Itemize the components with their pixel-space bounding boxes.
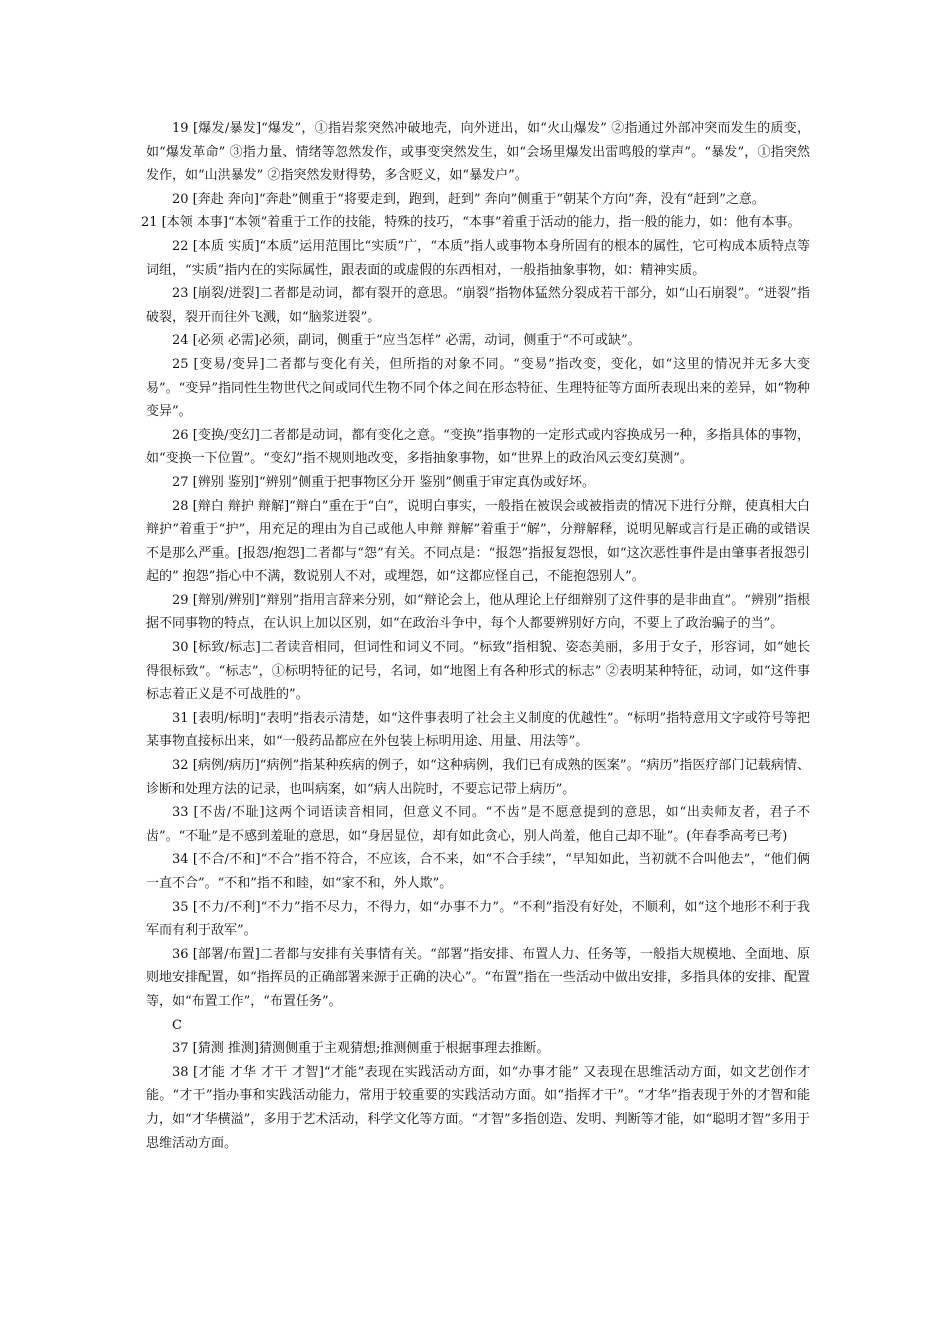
entry-29-paragraph: 29 [辩别/辨别]“辩别”指用言辞来分别，如“辩论会上，他从理论上仔细辩别了这件事的是非曲直”。“辨别”指根据不同事物的特点，在认识上加以区别，如“在政治斗争中，每个人都要辨别好方向，不要上了政治骗子的当”。 — [146, 592, 810, 632]
entry-27-paragraph: 27 [辨别 鉴别]“辨别”侧重于把事物区分开 鉴别”侧重于审定真伪或好坏。 — [172, 474, 596, 490]
entry-22-paragraph: 22 [本质 实质]“本质”运用范围比“实质”广，“本质”指人或事物本身所固有的根本的属性，它可构成本质特点等词组，“实质”指内在的实际属性，跟表面的或虚假的东西相对，一般指抽象事物，如：精神实质。 — [146, 238, 810, 278]
entry-28-paragraph: 28 [辩白 辩护 辩解]“辩白”重在于“白”，说明白事实，一般指在被误会或被指责的情况下进行分辩，使真相大白 辩护”着重于“护”，用充足的理由为自己或他人申辩 辩解”着重于“解”，分辩解释，说明见解或言行是正确的或错误不是那么严重。[报怨/抱怨]二者都与“怨”有关。不同点是：“报怨”指报复怨恨，如“这次恶性事件是由肇事者报怨引起的” 抱怨”指心中不满，数说别人不对，或埋怨，如“这都应怪自己，不能抱怨别人”。 — [146, 498, 810, 585]
entry-19-paragraph: 19 [爆发/暴发]“爆发”，①指岩浆突然冲破地壳，向外迸出，如“火山爆发” ②指通过外部冲突而发生的质变，如“爆发革命” ③指力量、情绪等忽然发作，或事变突然发生，如“会场里爆发出雷鸣般的掌声”。“暴发”，①指突然发作，如“山洪暴发” ②指突然发财得势，多含贬义，如“暴发户”。 — [146, 121, 810, 184]
entry-23-paragraph: 23 [崩裂/迸裂]二者都是动词，都有裂开的意思。“崩裂”指物体猛然分裂成若干部分，如“山石崩裂”。“迸裂”指破裂，裂开而往外飞溅，如“脑浆迸裂”。 — [146, 286, 810, 325]
entry-30-paragraph: 30 [标致/标志]二者读音相同，但词性和词义不同。“标致”指相貌、姿态美丽，多用于女子，形容词，如“她长得很标致”。“标志”，①标明特征的记号，名词，如“地图上有各种形式的标志” ②表明某种特征，动词，如“这件事标志着正义是不可战胜的”。 — [146, 640, 810, 703]
entry-38-paragraph: 38 [才能 才华 才干 才智]“才能”表现在实践活动方面，如“办事才能” 又表现在思维活动方面，如文艺创作才能。“才干”指办事和实践活动能力，常用于较重要的实践活动方面。如“指挥才干”。“才华”指表现于外的才智和能力，如“才华横溢”，多用于艺术活动，科学文化等方面。“才智”多指创造、发明、判断等才能，如“聪明才智”多用于思维活动方面。 — [146, 1064, 810, 1151]
entry-31-paragraph: 31 [表明/标明]“表明”指表示清楚，如“这件事表明了社会主义制度的优越性”。“标明”指特意用文字或符号等把某事物直接标出来，如“一般药品都应在外包装上标明用途、用量、用法等”。 — [146, 710, 810, 750]
entry-32-paragraph: 32 [病例/病历]“病例”指某种疾病的例子，如“这种病例，我们已有成熟的医案”。“病历”指医疗部门记载病情、诊断和处理方法的记录，也叫病案，如“病人出院时，不要忘记带上病历”。 — [146, 758, 810, 797]
document-body — [141, 117, 810, 1155]
entry-35-paragraph: 35 [不力/不利]“不力”指不尽力，不得力，如“办事不力”。“不利”指没有好处，不顺利，如“这个地形不利于我军而有利于敌军”。 — [146, 899, 810, 939]
entry-37-paragraph: 37 [猜测 推测]猜测侧重于主观猜想;推测侧重于根据事理去推断。 — [172, 1041, 550, 1057]
entry-20-paragraph: 20 [奔赴 奔向]“奔赴”侧重于“将要走到，跑到，赶到” 奔向”侧重于“朝某个方向”奔，没有“赶到”之意。 — [172, 191, 765, 207]
entry-26-paragraph: 26 [变换/变幻]二者都是动词，都有变化之意。“变换”指事物的一定形式或内容换成另一种，多指具体的事物，如“变换一下位置”。“变幻”指不规则地改变，多指抽象事物，如“世界上的政治风云变幻莫测”。 — [146, 427, 810, 467]
section-letter-c: C — [172, 1017, 182, 1033]
entry-21-paragraph: 21 [本领 本事]“本领”着重于工作的技能，特殊的技巧，“本事”着重于活动的能力，指一般的能力，如：他有本事。 — [141, 215, 801, 231]
entry-24-paragraph: 24 [必须 必需]必须，副词，侧重于“应当怎样” 必需，动词，侧重于“不可或缺”。 — [172, 333, 641, 349]
entry-36-paragraph: 36 [部署/布置]二者都与安排有关事情有关。“部署”指安排、布置人力、任务等，一般指大规模地、全面地、原则地安排配置，如“指挥员的正确部署来源于正确的决心”。“布置”指在一些活动中做出安排，多指具体的安排、配置等，如“布置工作”，“布置任务”。 — [146, 946, 810, 1009]
entry-33-paragraph: 33 [不齿/不耻]这两个词语读音相同，但意义不同。“不齿”是不愿意提到的意思，如“出卖师友者，君子不齿”。“不耻”是不感到羞耻的意思，如“身居显位，却有如此贪心，别人尚羞，他自己却不耻”。(年春季高考已考) — [146, 805, 810, 844]
entry-34-paragraph: 34 [不合/不和]“不合”指不符合，不应该，合不来，如“不合手续”，“早知如此，当初就不合叫他去”，“他们俩一直不合”。“不和”指不和睦，如“家不和，外人欺”。 — [146, 852, 810, 891]
entry-25-paragraph: 25 [变易/变异]二者都与变化有关，但所指的对象不同。“变易”指改变，变化，如“这里的情况并无多大变易”。“变异”指同性生物世代之间或同代生物不同个体之间在形态特征、生理特征等方面所表现出来的差异，如“物种变异”。 — [146, 356, 810, 420]
